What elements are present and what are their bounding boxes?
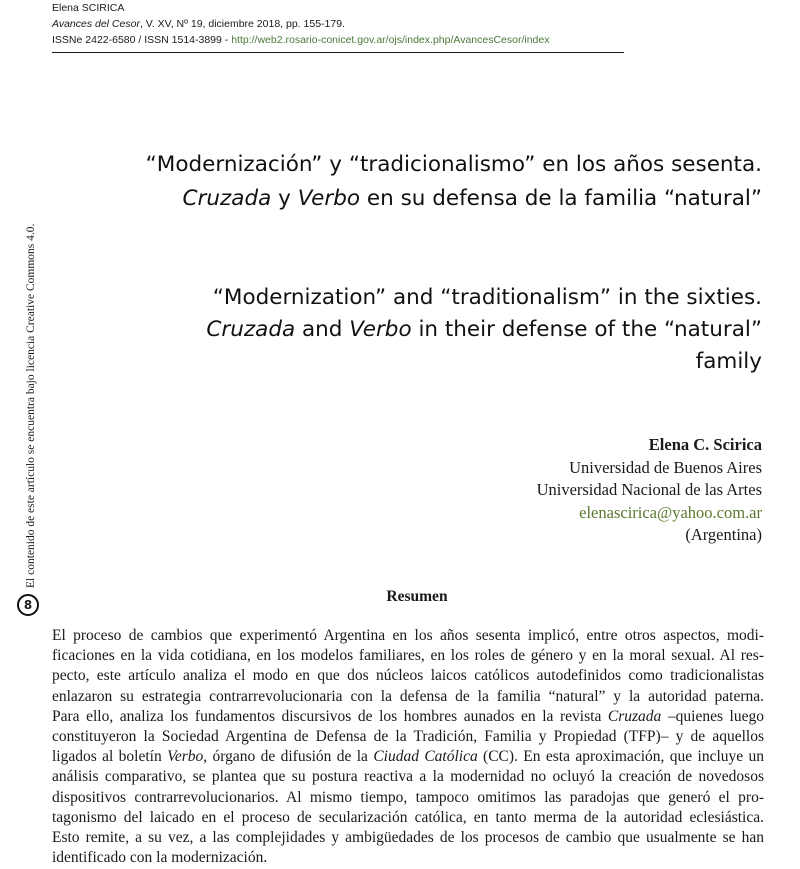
title-en-line3: family — [695, 349, 762, 374]
abstract-italic-verbo: Verbo — [167, 748, 204, 766]
author-block — [537, 434, 762, 547]
title-es-rest: en su defensa de la familia “natural” — [360, 186, 762, 211]
abstract-text — [52, 626, 764, 868]
abstract-segment: (CC). En esta aproximación, que incluye un — [477, 748, 764, 766]
title-en-cruzada: Cruzada — [206, 317, 296, 342]
abstract-italic-cruzada: Cruzada — [607, 707, 662, 725]
header-journal: Avances del Cesor — [52, 18, 140, 30]
abstract-line — [52, 747, 764, 767]
abstract-line: análisis comparativo, se plantea que su postura reactiva a la modernidad no ocluyó la creación de novedosos — [52, 768, 764, 786]
title-es-verbo: Verbo — [297, 186, 361, 211]
abstract-segment: , órgano de difusión de la — [203, 748, 374, 766]
header-issn-line — [52, 32, 624, 48]
author-affiliation-2: Universidad Nacional de las Artes — [536, 480, 762, 499]
abstract-segment: –quienes luego — [661, 707, 764, 725]
abstract-line: identificado con la modernización. — [52, 849, 268, 867]
author-email-link[interactable]: elenascirica@yahoo.com.ar — [579, 502, 762, 522]
title-english — [206, 282, 762, 378]
abstract-segment: Para ello, analiza los fundamentos discursivos de los hombres aunados en la revista — [52, 707, 608, 725]
title-en-conj: and — [295, 317, 350, 342]
abstract-line: constituyeron la Sociedad Argentina de Defensa de la Tradición, Familia y Propiedad (TFP)– y de aquellos — [52, 728, 764, 746]
header-author: Elena SCIRICA — [52, 2, 125, 14]
title-spanish — [146, 148, 762, 216]
header-citation — [52, 16, 624, 32]
author-affiliation-1: Universidad de Buenos Aires — [569, 457, 762, 477]
author-name: Elena C. Scirica — [648, 435, 762, 454]
title-en-line2 — [206, 314, 762, 346]
header-issn: ISSNe 2422-6580 / ISSN 1514-3899 - — [52, 34, 232, 46]
title-es-conj: y — [271, 186, 298, 211]
cc-by-icon: 8 — [17, 594, 39, 616]
license-vertical-text: El contenido de este artículo se encuentra bajo licencia Creative Commons 4.0. — [25, 223, 37, 588]
header-rule — [52, 52, 624, 53]
title-es-cruzada: Cruzada — [182, 186, 272, 211]
abstract-segment: ligados al boletín — [52, 748, 168, 766]
abstract-line: El proceso de cambios que experimentó Argentina en los años sesenta implicó, entre otros aspectos, modi- — [52, 627, 764, 644]
author-country: (Argentina) — [685, 525, 762, 544]
title-en-line1: “Modernization” and “traditionalism” in the sixties. — [212, 285, 762, 310]
title-es-line1: “Modernización” y “tradicionalismo” en los años sesenta. — [145, 152, 762, 177]
abstract-line: tagonismo del laicado en el proceso de secularización católica, en tanto merma de la autoridad eclesiástica. — [52, 808, 764, 826]
journal-url-link[interactable]: http://web2.rosario-conicet.gov.ar/ojs/index.php/AvancesCesor/index — [231, 34, 550, 46]
title-en-rest: in their defense of the “natural” — [411, 317, 762, 342]
abstract-line: dispositivos contrarrevolucionarios. Al mismo tiempo, tampoco omitimos las paradojas que generó el pro- — [52, 788, 764, 806]
abstract-line — [52, 707, 764, 727]
running-header — [52, 0, 624, 48]
abstract-line: Esto remite, a su vez, a las complejidades y ambigüedades de los procesos de cambio que usualmente se han — [52, 829, 764, 847]
abstract-line: pecto, este artículo analiza el modo en que dos núcleos laicos católicos autodefinidos como tradicionalistas — [52, 667, 764, 685]
title-en-verbo: Verbo — [349, 317, 412, 342]
abstract-italic-ciudad-catolica: Ciudad Católica — [373, 748, 478, 766]
abstract-line: ficaciones en la vida cotidiana, en los modelos familiares, en los roles de género y en la moral sexual. Al res- — [52, 647, 764, 665]
header-volume: , V. XV, Nº 19, diciembre 2018, pp. 155-179. — [139, 18, 345, 30]
abstract-heading: Resumen — [386, 588, 448, 605]
title-es-line2 — [146, 182, 762, 216]
abstract-line: enlazaron su estrategia contrarrevolucionaria con la defensa de la familia “natural” y la autoridad paterna. — [52, 687, 764, 705]
